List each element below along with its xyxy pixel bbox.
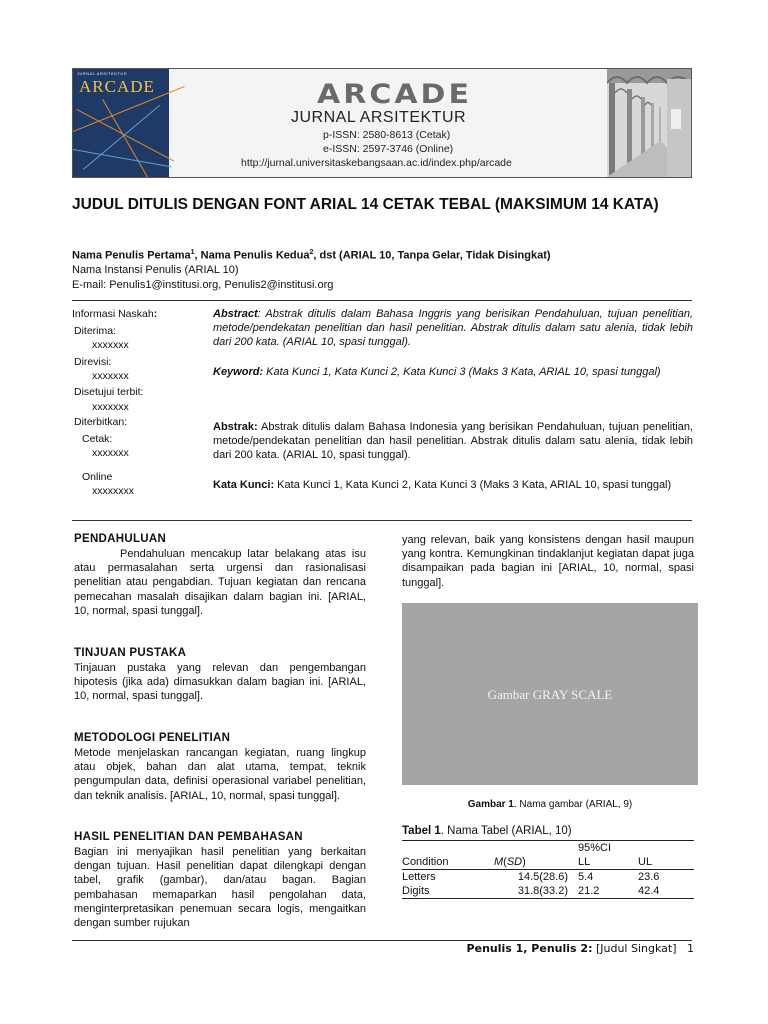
heading-results: HASIL PENELITIAN DAN PEMBAHASAN	[74, 831, 303, 843]
revised-label: Direvisi:	[74, 356, 112, 368]
arcade-logo: ARCADE	[317, 78, 472, 111]
data-table	[402, 840, 694, 899]
author-list: Nama Penulis Pertama$^1$, Nama Penulis Kedua$^2$, dst (ARIAL 10, Tanpa Gelar, Tidak Disingkat)	[72, 249, 551, 262]
corridor-illustration	[607, 69, 691, 177]
journal-banner	[72, 68, 692, 178]
received-label: Diterima:	[74, 325, 117, 337]
revised-value: xxxxxxx	[92, 370, 129, 382]
author-1: Nama Penulis Pertama	[72, 249, 191, 262]
results-paragraph: Bagian ini menyajikan hasil penelitian yang berkaitan dengan tujuan. Hasil penelitian dapat dilengkapi dengan tabel, grafik (gambar), dan/atau bagan. Bagian pembahasan memaparkan hasil pengolahan data, menginterpretasikan penemuan secara logis, mengaitkan dengan sumber rujukan	[74, 846, 366, 930]
received-value: xxxxxxx	[92, 339, 129, 351]
published-label: Diterbitkan:	[74, 416, 128, 428]
col-header-ul: UL	[638, 855, 694, 870]
issn-online: e-ISSN: 2597-3746 (Online)	[323, 143, 454, 155]
keywords-indonesian: Kata Kunci: Kata Kunci 1, Kata Kunci 2, Kata Kunci 3 (Maks 3 Kata, ARIAL 10, spasi tunggal)	[213, 479, 672, 491]
col-header-ll: LL	[578, 855, 638, 870]
print-value: xxxxxxx	[92, 447, 129, 459]
table-caption: Tabel 1. Nama Tabel (ARIAL, 10)	[402, 825, 572, 837]
article-title: JUDUL DITULIS DENGAN FONT ARIAL 14 CETAK TEBAL (MAKSIMUM 14 KATA)	[72, 196, 659, 213]
footer-authors: Penulis 1, Penulis 2:	[466, 942, 593, 955]
results-paragraph-continued: yang relevan, baik yang konsistens dengan hasil maupun yang kontra. Kemungkinan tindaklanjut kegiatan dapat juga disampaikan pada bagian ini [ARIAL, 10, normal, spasi tunggal].	[402, 534, 694, 589]
heading-introduction: PENDAHULUAN	[74, 533, 167, 545]
heading-literature: TINJUAN PUSTAKA	[74, 647, 187, 659]
approved-value: xxxxxxx	[92, 401, 129, 413]
keywords-english: Keyword: Kata Kunci 1, Kata Kunci 2, Kata Kunci 3 (Maks 3 Kata, ARIAL 10, spasi tunggal)	[213, 366, 661, 378]
journal-cover-image	[73, 69, 169, 177]
footer-short-title: [Judul Singkat]	[592, 942, 677, 955]
institution: Nama Instansi Penulis (ARIAL 10)	[72, 264, 239, 276]
figure-placeholder-text: Gambar GRAY SCALE	[487, 687, 613, 702]
cover-journal-name: ARCADE	[79, 77, 155, 96]
authors-note: , dst (ARIAL 10, Tanpa Gelar, Tidak Disingkat)	[313, 249, 551, 262]
divider	[72, 520, 692, 521]
arcade-corridor-photo	[607, 69, 691, 177]
cover-small-title: JURNAL ARSITEKTUR	[77, 71, 128, 76]
heading-methodology: METODOLOGI PENELITIAN	[74, 732, 231, 744]
literature-paragraph: Tinjauan pustaka yang relevan dan pengembangan hipotesis (jika ada) dimasukkan dalam bagian ini. [ARIAL, 10, normal, spasi tunggal].	[74, 662, 366, 703]
col-header-msd: M(SD)	[492, 855, 578, 870]
journal-title: JURNAL ARSITEKTUR	[291, 109, 467, 126]
print-label: Cetak:	[82, 433, 113, 445]
divider	[72, 300, 692, 301]
author-email: E-mail: Penulis1@institusi.org, Penulis2@institusi.org	[72, 279, 334, 291]
online-label: Online	[82, 471, 113, 483]
figure-caption: Gambar 1. Nama gambar (ARIAL, 9)	[467, 799, 633, 810]
introduction-paragraph: Pendahuluan mencakup latar belakang atas isu atau permasalahan serta urgensi dan rasionalisasi penelitian atau pengabdian. Tujuan kegiatan dan rencana pemecahan masalah disajikan dalam bagian ini. [ARIAL, 10, normal, spasi tunggal].	[74, 548, 366, 617]
abstract-indonesian: Abstrak: Abstrak ditulis dalam Bahasa Indonesia yang berisikan Pendahuluan, tujuan penelitian, metode/pendekatan penelitian dan hasil penelitian. Abstrak ditulis dalam satu alenia, tidak lebih dari 200 kata. (ARIAL 10, spasi tunggal).	[213, 421, 693, 461]
methodology-paragraph: Metode menjelaskan rancangan kegiatan, ruang lingkup atau objek, bahan dan alat utama, tempat, teknik pengumpulan data, definisi operasional variabel penelitian, dan teknik analisis. [ARIAL, 10, normal, spasi tunggal].	[74, 747, 366, 802]
journal-url: http://jurnal.universitaskebangsaan.ac.id/index.php/arcade	[241, 157, 512, 169]
page-footer	[72, 942, 694, 955]
author-2: Nama Penulis Kedua	[200, 249, 310, 262]
col-header-condition: Condition	[402, 855, 492, 870]
footer-divider	[72, 940, 692, 941]
approved-label: Disetujui terbit:	[74, 386, 144, 398]
table-row: Digits 31.8(33.2) 21.2 42.4	[402, 884, 694, 899]
manuscript-info-heading: Informasi Naskah:	[72, 308, 158, 320]
abstract-english: Abstract: Abstrak ditulis dalam Bahasa Inggris yang berisikan Pendahuluan, tujuan penelitian, metode/pendekatan penelitian dan hasil penelitian. Abstrak ditulis dalam satu alenia, tidak lebih dari 200 kata. (ARIAL 10, spasi tunggal).	[213, 308, 693, 348]
page-number: 1	[687, 942, 694, 955]
issn-print: p-ISSN: 2580-8613 (Cetak)	[323, 129, 451, 141]
table-group-header: 95%CI	[578, 841, 694, 856]
grayscale-figure-placeholder	[402, 603, 698, 785]
online-value: xxxxxxxx	[92, 485, 134, 497]
table-row: Letters 14.5(28.6) 5.4 23.6	[402, 871, 660, 883]
